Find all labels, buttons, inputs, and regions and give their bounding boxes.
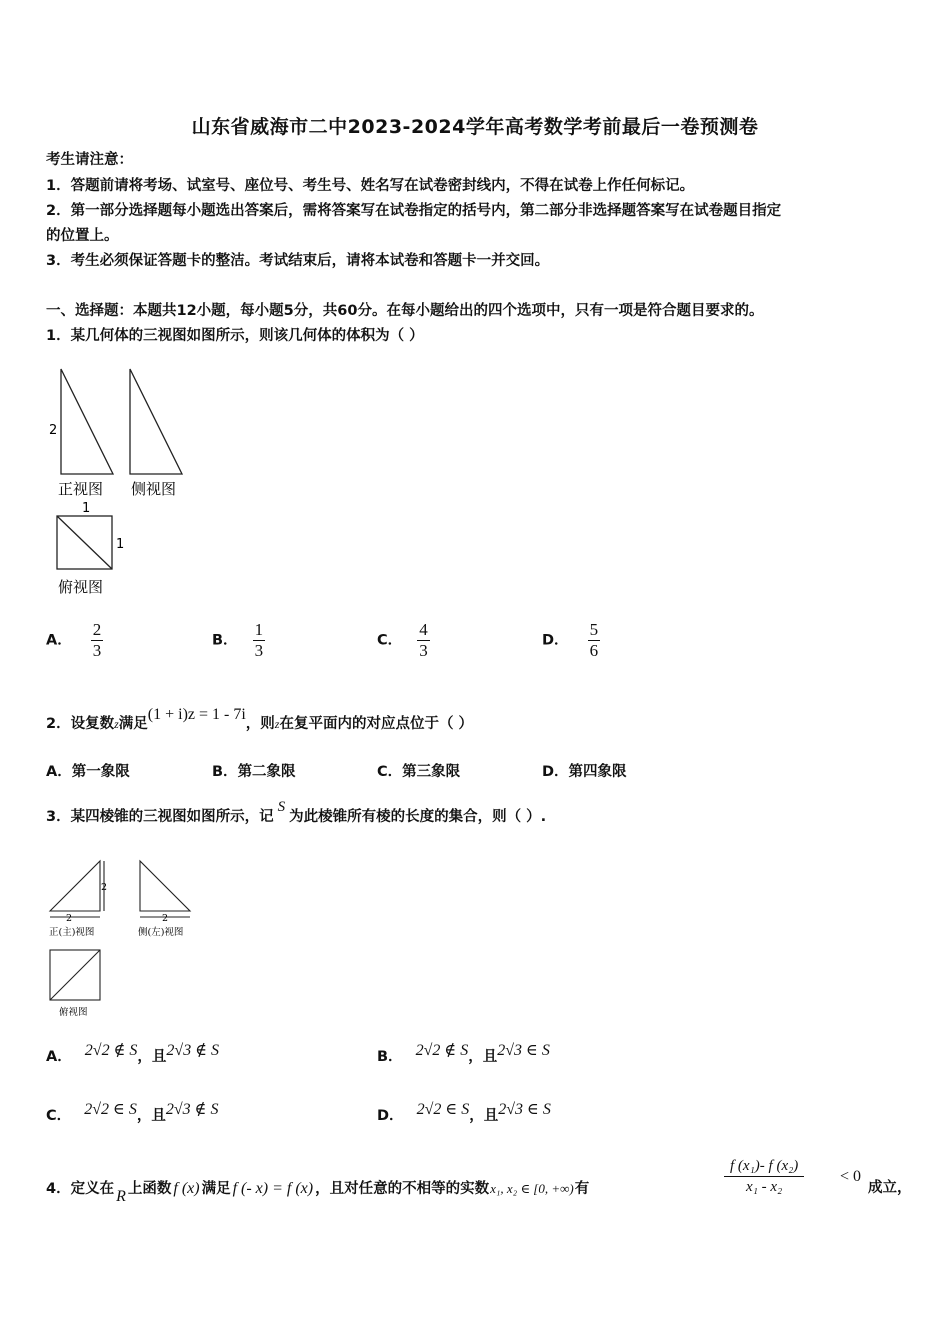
q4-f1: f (x)	[173, 1180, 200, 1197]
q2-option-b[interactable]: B．第二象限	[212, 764, 296, 780]
q1-three-view-figure	[44, 362, 204, 602]
q2-var-z: z	[114, 717, 119, 731]
q1-option-b[interactable]: B． $\frac{1}{3}$	[212, 620, 264, 660]
q3-top-view	[50, 950, 100, 1000]
q4-var-r: R	[116, 1188, 126, 1205]
q1-stem: 1．某几何体的三视图如图所示，则该几何体的体积为（ ）	[46, 328, 424, 344]
notice-item: 的位置上。	[46, 228, 119, 244]
q4-lt: < 0	[840, 1168, 862, 1185]
frac-den: 3	[254, 641, 264, 660]
frac-den: 6	[589, 641, 599, 660]
q1-option-a[interactable]: A． $\frac{2}{3}$	[46, 620, 102, 660]
q4-stem: 4．定义在 R 上函数 f (x) 满足 f (- x) = f (x) ，且对任意的不相等的实数x₁, x₂ ∈ [0, +∞)有	[46, 1180, 590, 1205]
frac-num: 1	[254, 620, 264, 639]
q3-stem: 3．某四棱锥的三视图如图所示，记S为此棱锥所有棱的长度的集合，则（ ）.	[46, 799, 547, 825]
q1-dim-side: 1	[116, 537, 125, 552]
q4-f2: f (- x) = f (x)	[232, 1180, 314, 1197]
notice-item: 2．第一部分选择题每小题选出答案后，需将答案写在试卷指定的括号内，第二部分非选择题答案写在试卷题目指定	[46, 203, 782, 219]
q4-frac-den: x₁ - x₂	[746, 1179, 783, 1195]
q1-option-c[interactable]: C． $\frac{4}{3}$	[377, 620, 428, 660]
q1-side-view	[130, 369, 182, 474]
q3-side-view	[140, 861, 190, 917]
section-heading: 一、选择题：本题共12小题，每小题5分，共60分。在每小题给出的四个选项中，只有一项是符合题目要求的。	[46, 303, 764, 319]
q1-front-label: 正视图	[58, 480, 104, 498]
q3-option-b[interactable]: B． 2√2 ∉ S，且2√3 ∈ S	[377, 1042, 550, 1065]
q1-side-label: 侧视图	[131, 480, 177, 498]
q3-three-view-figure	[44, 855, 204, 1020]
notice-heading: 考生请注意：	[46, 152, 133, 168]
q2-option-c[interactable]: C．第三象限	[377, 764, 461, 780]
page-title: 山东省威海市二中2023-2024学年高考数学考前最后一卷预测卷	[191, 116, 759, 138]
q1-top-view	[57, 516, 112, 569]
q4-frac-num: f (x₁)- f (x₂)	[724, 1156, 804, 1177]
q3-front-label: 正(主)视图	[49, 927, 95, 938]
q3-front-view	[50, 861, 104, 917]
q3-side-label: 侧(左)视图	[138, 927, 184, 938]
q3-option-c[interactable]: C． 2√2 ∈ S，且2√3 ∉ S	[46, 1101, 219, 1124]
q4-fraction	[724, 1156, 804, 1197]
notice-item: 1．答题前请将考场、试室号、座位号、考生号、姓名写在试卷密封线内，不得在试卷上作任何标记。	[46, 178, 695, 194]
frac-den: 3	[92, 641, 102, 660]
q2-var-z: z	[274, 717, 280, 731]
q1-front-view	[61, 369, 113, 474]
frac-num: 4	[419, 620, 428, 639]
q2-equation: (1 + i)z = 1 - 7i	[147, 706, 246, 723]
q3-option-a[interactable]: A． 2√2 ∉ S，且2√3 ∉ S	[46, 1042, 220, 1065]
q2-option-d[interactable]: D．第四象限	[542, 764, 627, 780]
q3-dim-height: 2	[101, 882, 108, 893]
q3-dim-base: 2	[66, 913, 73, 924]
q2-option-a[interactable]: A．第一象限	[46, 764, 130, 780]
q1-dim-top: 1	[82, 501, 91, 516]
q4-tail: 成立，	[868, 1180, 912, 1196]
notice-item: 3．考生必须保证答题卡的整洁。考试结束后，请将本试卷和答题卡一并交回。	[46, 253, 550, 269]
q3-dim-side-base: 2	[162, 913, 169, 924]
q2-stem: 2．设复数z满足(1 + i)z = 1 - 7i，则z在复平面内的对应点位于（ ）	[46, 706, 474, 732]
q1-dim-height: 2	[49, 423, 58, 438]
frac-num: 5	[589, 620, 599, 639]
frac-num: 2	[92, 620, 102, 639]
q3-top-label: 俯视图	[59, 1007, 88, 1018]
q1-top-label: 俯视图	[58, 578, 104, 596]
q3-option-d[interactable]: D． 2√2 ∈ S，且2√3 ∈ S	[377, 1101, 551, 1124]
q1-option-d[interactable]: D． $\frac{5}{6}$	[542, 620, 599, 660]
q3-var-s: S	[277, 799, 286, 815]
q4-f3: x₁, x₂ ∈ [0, +∞)	[490, 1181, 574, 1196]
frac-den: 3	[419, 641, 428, 660]
